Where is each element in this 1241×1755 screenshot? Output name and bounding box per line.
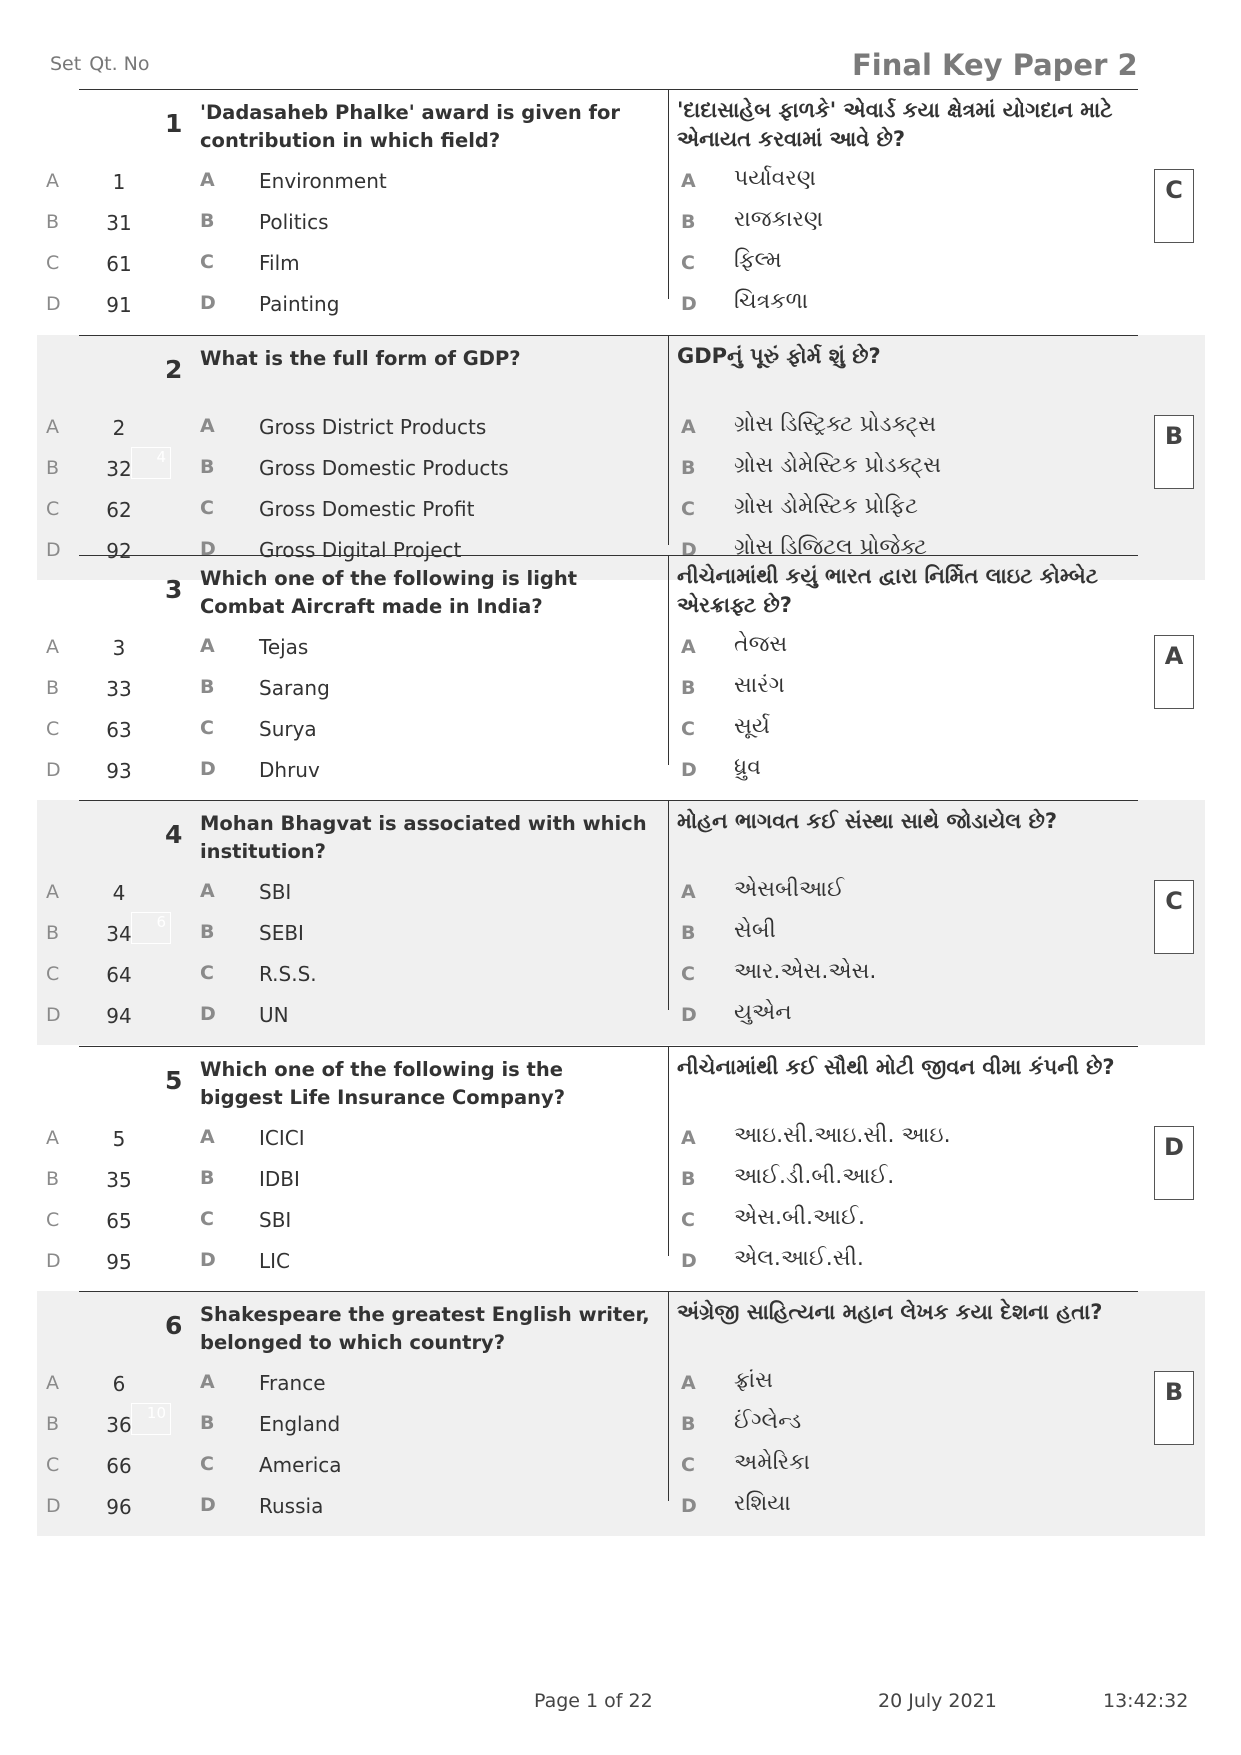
option-text-english: SBI	[259, 1208, 292, 1232]
option-text-english: Environment	[259, 169, 387, 193]
option-letter-gujarati: D	[681, 759, 697, 781]
set-letter: A	[46, 881, 59, 903]
answer-key-box: B	[1154, 415, 1194, 489]
question-block	[37, 335, 1205, 580]
option-text-gujarati: યુએન	[734, 1000, 792, 1025]
option-letter-gujarati: C	[681, 963, 695, 985]
option-letter-gujarati: C	[681, 718, 695, 740]
set-letter: B	[46, 211, 60, 233]
option-letter-gujarati: D	[681, 1004, 697, 1026]
option-letter-gujarati: B	[681, 1168, 696, 1190]
set-question-number: 34	[106, 922, 132, 946]
set-letter: C	[46, 498, 60, 520]
option-letter-english: C	[200, 717, 214, 739]
option-text-english: IDBI	[259, 1167, 300, 1191]
option-text-gujarati: ફ્રાંસ	[734, 1368, 773, 1393]
language-divider	[668, 1291, 669, 1501]
set-question-number: 65	[106, 1209, 132, 1233]
option-letter-english: B	[200, 1167, 215, 1189]
option-text-gujarati: આર.એસ.એસ.	[734, 959, 877, 984]
set-question-number: 96	[106, 1495, 132, 1519]
question-block	[37, 800, 1205, 1045]
set-question-number: 95	[106, 1250, 132, 1274]
set-question-number: 93	[106, 759, 132, 783]
option-text-gujarati: ગ્રોસ ડિજિટલ પ્રોજેક્ટ	[734, 535, 927, 560]
set-question-number: 66	[106, 1454, 132, 1478]
answer-key-box: C	[1154, 169, 1194, 243]
set-letter: D	[46, 293, 61, 315]
option-text-english: Tejas	[259, 635, 309, 659]
option-text-english: Russia	[259, 1494, 324, 1518]
faint-box-number: 6	[131, 912, 171, 944]
set-question-number: 32	[106, 457, 132, 481]
set-question-number: 33	[106, 677, 132, 701]
set-letter: D	[46, 539, 61, 561]
option-letter-english: B	[200, 921, 215, 943]
set-question-number: 36	[106, 1413, 132, 1437]
option-letter-gujarati: A	[681, 170, 696, 192]
option-letter-gujarati: B	[681, 922, 696, 944]
option-text-gujarati: અમેરિકા	[734, 1450, 811, 1475]
set-letter: C	[46, 1454, 60, 1476]
option-text-english: R.S.S.	[259, 962, 317, 986]
option-text-gujarati: એસબીઆઈ	[734, 877, 844, 902]
language-divider	[668, 335, 669, 545]
option-text-gujarati: પર્યાવરણ	[734, 166, 816, 191]
set-question-number: 62	[106, 498, 132, 522]
set-letter: B	[46, 1168, 60, 1190]
set-question-number: 31	[106, 211, 132, 235]
question-number: 5	[165, 1066, 183, 1095]
option-letter-gujarati: A	[681, 636, 696, 658]
option-letter-english: A	[200, 415, 215, 437]
option-letter-english: D	[200, 1249, 216, 1271]
question-number: 3	[165, 575, 183, 604]
set-letter: D	[46, 1495, 61, 1517]
option-text-english: ICICI	[259, 1126, 305, 1150]
faint-box-number: 4	[131, 447, 171, 479]
question-text-gujarati: નીચેનામાંથી કઈ સૌથી મોટી જીવન વીમા કંપની છે?	[677, 1055, 1115, 1079]
option-letter-gujarati: C	[681, 1209, 695, 1231]
set-question-number: 63	[106, 718, 132, 742]
option-letter-english: B	[200, 1412, 215, 1434]
option-letter-english: D	[200, 1494, 216, 1516]
option-text-english: Politics	[259, 210, 329, 234]
option-text-gujarati: ઈંગ્લેન્ડ	[734, 1409, 802, 1434]
option-letter-english: A	[200, 169, 215, 191]
set-letter: B	[46, 457, 60, 479]
question-number: 2	[165, 355, 183, 384]
question-text-gujarati: મોહન ભાગવત કઈ સંસ્થા સાથે જોડાયેલ છે?	[677, 809, 1058, 833]
option-letter-english: B	[200, 456, 215, 478]
option-text-english: Painting	[259, 292, 340, 316]
option-letter-english: A	[200, 635, 215, 657]
question-block	[37, 555, 1205, 800]
option-letter-english: D	[200, 1003, 216, 1025]
set-question-number: 6	[112, 1372, 126, 1396]
set-question-number: 61	[106, 252, 132, 276]
set-letter: C	[46, 963, 60, 985]
set-letter: D	[46, 1250, 61, 1272]
language-divider	[668, 800, 669, 1010]
set-letter: C	[46, 1209, 60, 1231]
question-text-english: Which one of the following is light Combat Aircraft made in India?	[200, 567, 578, 618]
set-letter: B	[46, 922, 60, 944]
question-text-english: What is the full form of GDP?	[200, 347, 521, 370]
option-text-gujarati: સારંગ	[734, 673, 785, 698]
set-letter: A	[46, 170, 59, 192]
option-text-english: Dhruv	[259, 758, 320, 782]
option-text-english: Surya	[259, 717, 317, 741]
option-letter-gujarati: A	[681, 416, 696, 438]
option-letter-gujarati: B	[681, 1413, 696, 1435]
set-label: Set	[50, 53, 82, 75]
question-text-english: Shakespeare the greatest English writer, belonged to which country?	[200, 1303, 650, 1354]
option-text-gujarati: ગ્રોસ ડિસ્ટ્રિક્ટ પ્રોડક્ટ્સ	[734, 412, 937, 437]
question-divider	[79, 1046, 1138, 1047]
option-letter-english: C	[200, 962, 214, 984]
option-letter-gujarati: C	[681, 1454, 695, 1476]
question-divider	[79, 1291, 1138, 1292]
print-time: 13:42:32	[1103, 1690, 1189, 1712]
option-letter-english: C	[200, 1208, 214, 1230]
set-question-number: 3	[112, 636, 126, 660]
set-letter: A	[46, 636, 59, 658]
option-letter-gujarati: B	[681, 211, 696, 233]
option-text-english: Gross District Products	[259, 415, 487, 439]
set-question-number: 4	[112, 881, 126, 905]
question-divider	[79, 89, 1138, 90]
option-text-gujarati: ગ્રોસ ડોમેસ્ટિક પ્રોફિટ	[734, 494, 918, 519]
option-letter-gujarati: D	[681, 293, 697, 315]
option-text-gujarati: રશિયા	[734, 1491, 791, 1516]
option-letter-gujarati: D	[681, 1250, 697, 1272]
option-text-english: England	[259, 1412, 341, 1436]
option-text-gujarati: આઈ.ડી.બી.આઈ.	[734, 1164, 895, 1189]
option-letter-english: A	[200, 880, 215, 902]
option-letter-gujarati: A	[681, 881, 696, 903]
language-divider	[668, 89, 669, 299]
question-divider	[79, 335, 1138, 336]
question-text-gujarati: અંગ્રેજી સાહિત્યના મહાન લેખક કયા દેશના હતા?	[677, 1300, 1103, 1324]
option-letter-english: C	[200, 251, 214, 273]
option-letter-gujarati: D	[681, 1495, 697, 1517]
option-text-gujarati: ધ્રુવ	[734, 755, 761, 780]
question-block	[37, 89, 1205, 334]
set-question-number: 35	[106, 1168, 132, 1192]
set-letter: B	[46, 677, 60, 699]
set-letter: B	[46, 1413, 60, 1435]
set-letter: C	[46, 718, 60, 740]
answer-key-box: B	[1154, 1371, 1194, 1445]
set-letter: C	[46, 252, 60, 274]
question-block	[37, 1046, 1205, 1291]
option-text-gujarati: રાજકારણ	[734, 207, 824, 232]
option-letter-english: B	[200, 210, 215, 232]
option-text-gujarati: તેજસ	[734, 632, 788, 657]
option-text-english: SBI	[259, 880, 292, 904]
answer-key-box: A	[1154, 635, 1194, 709]
option-text-english: Film	[259, 251, 300, 275]
option-letter-gujarati: B	[681, 677, 696, 699]
option-letter-gujarati: B	[681, 457, 696, 479]
set-letter: A	[46, 1127, 59, 1149]
option-text-english: LIC	[259, 1249, 291, 1273]
option-text-gujarati: આઇ.સી.આઇ.સી. આઇ.	[734, 1123, 951, 1148]
page-number: Page 1 of 22	[534, 1690, 653, 1712]
option-text-english: SEBI	[259, 921, 304, 945]
option-letter-gujarati: D	[681, 539, 697, 561]
option-text-gujarati: ગ્રોસ ડોમેસ્ટિક પ્રોડક્ટ્સ	[734, 453, 942, 478]
option-text-english: France	[259, 1371, 326, 1395]
option-text-gujarati: એસ.બી.આઈ.	[734, 1205, 865, 1230]
option-text-gujarati: ફિલ્મ	[734, 248, 782, 273]
question-text-gujarati: નીચેનામાંથી કયું ભારત દ્વારા નિર્મિત લાઇટ કોમ્બેટ એરક્રાફ્ટ છે?	[677, 564, 1098, 617]
set-letter: D	[46, 1004, 61, 1026]
option-letter-english: A	[200, 1371, 215, 1393]
page-title: Final Key Paper 2	[852, 48, 1138, 82]
language-divider	[668, 555, 669, 765]
question-text-gujarati: GDPનું પૂરું ફોર્મ શું છે?	[677, 344, 881, 368]
question-text-gujarati: 'દાદાસાહેબ ફાળકે' એવાર્ડ કયા ક્ષેત્રમાં યોગદાન માટે એનાયત કરવામાં આવે છે?	[677, 98, 1113, 151]
set-question-number: 5	[112, 1127, 126, 1151]
question-number: 4	[165, 820, 183, 849]
set-letter: A	[46, 1372, 59, 1394]
print-date: 20 July 2021	[878, 1690, 997, 1712]
option-text-english: America	[259, 1453, 342, 1477]
option-letter-english: D	[200, 538, 216, 560]
option-text-english: UN	[259, 1003, 289, 1027]
option-text-english: Gross Domestic Profit	[259, 497, 475, 521]
set-question-number: 91	[106, 293, 132, 317]
language-divider	[668, 1046, 669, 1256]
set-question-number: 64	[106, 963, 132, 987]
set-letter: D	[46, 759, 61, 781]
option-letter-english: D	[200, 758, 216, 780]
qtno-label: Qt. No	[89, 53, 150, 75]
question-text-english: Which one of the following is the biggest Life Insurance Company?	[200, 1058, 566, 1109]
question-text-english: Mohan Bhagvat is associated with which institution?	[200, 812, 647, 863]
option-letter-english: D	[200, 292, 216, 314]
answer-key-box: C	[1154, 880, 1194, 954]
option-letter-english: B	[200, 676, 215, 698]
set-question-number: 1	[112, 170, 126, 194]
option-letter-gujarati: C	[681, 498, 695, 520]
option-letter-gujarati: A	[681, 1372, 696, 1394]
set-letter: A	[46, 416, 59, 438]
question-number: 6	[165, 1311, 183, 1340]
option-letter-english: C	[200, 1453, 214, 1475]
option-letter-gujarati: C	[681, 252, 695, 274]
header-set-qtno	[50, 53, 158, 75]
option-text-english: Gross Digital Project	[259, 538, 462, 562]
option-text-gujarati: સેબી	[734, 918, 776, 943]
option-text-gujarati: એલ.આઈ.સી.	[734, 1246, 864, 1271]
option-letter-english: A	[200, 1126, 215, 1148]
option-letter-english: C	[200, 497, 214, 519]
option-text-gujarati: ચિત્રકળા	[734, 289, 809, 314]
option-text-english: Gross Domestic Products	[259, 456, 509, 480]
set-question-number: 2	[112, 416, 126, 440]
question-block	[37, 1291, 1205, 1536]
option-text-gujarati: સૂર્ય	[734, 714, 770, 739]
option-text-english: Sarang	[259, 676, 330, 700]
faint-box-number: 10	[131, 1403, 171, 1435]
question-text-english: 'Dadasaheb Phalke' award is given for contribution in which field?	[200, 101, 621, 152]
answer-key-box: D	[1154, 1126, 1194, 1200]
question-number: 1	[165, 109, 183, 138]
question-divider	[79, 800, 1138, 801]
question-divider	[79, 555, 1138, 556]
option-letter-gujarati: A	[681, 1127, 696, 1149]
set-question-number: 92	[106, 539, 132, 563]
set-question-number: 94	[106, 1004, 132, 1028]
